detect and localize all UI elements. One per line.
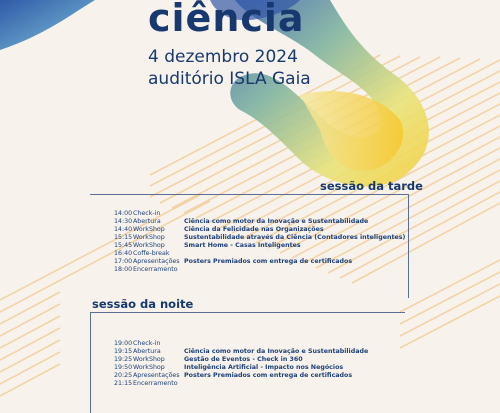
row-type: Abertura <box>133 218 161 225</box>
row-type: WorkShop <box>133 242 165 249</box>
row-desc: Ciência como motor da Inovação e Sustentabilidade <box>184 348 369 355</box>
row-type: Coffe-break <box>133 250 170 257</box>
row-desc: Posters Premiados com entrega de certificados <box>184 258 353 265</box>
row-type: Encerramento <box>133 380 178 387</box>
afternoon-session-title: sessão da tarde <box>320 179 423 193</box>
row-type: WorkShop <box>133 356 165 363</box>
row-time: 19:15 <box>114 348 133 355</box>
event-date: 4 dezembro 2024 <box>148 47 298 67</box>
row-time: 15:45 <box>114 242 133 249</box>
row-desc: Gestão de Eventos - Check in 360 <box>184 356 303 363</box>
row-type: Check-in <box>133 340 161 347</box>
event-venue: auditório ISLA Gaia <box>148 69 311 89</box>
row-time: 19:25 <box>114 356 133 363</box>
row-type: WorkShop <box>133 364 165 371</box>
row-time: 19:00 <box>114 340 133 347</box>
row-desc: Inteligência Artificial - Impacto nos Negócios <box>184 364 344 371</box>
row-type: WorkShop <box>133 226 165 233</box>
row-time: 14:40 <box>114 226 133 233</box>
row-type: Apresentações <box>133 258 180 265</box>
row-time: 20:25 <box>114 372 133 379</box>
row-desc: Ciência como motor da Inovação e Sustentabilidade <box>184 218 369 225</box>
left-blue-shape <box>0 0 95 50</box>
row-time: 14:30 <box>114 218 133 225</box>
row-time: 17:00 <box>114 258 133 265</box>
row-time: 14:00 <box>114 210 133 217</box>
row-type: Encerramento <box>133 266 178 273</box>
row-desc: Posters Premiados com entrega de certificados <box>184 372 353 379</box>
row-type: Abertura <box>133 348 161 355</box>
row-type: Check-in <box>133 210 161 217</box>
row-desc: Sustentabilidade através da Ciência (Contadores inteligentes) <box>184 234 406 241</box>
row-time: 18:00 <box>114 266 133 273</box>
night-session-title: sessão da noite <box>92 297 194 311</box>
row-type: Apresentações <box>133 372 180 379</box>
event-title: ciência <box>148 0 305 40</box>
row-time: 19:50 <box>114 364 133 371</box>
row-time: 16:40 <box>114 250 133 257</box>
row-desc: Smart Home - Casas Inteligentes <box>184 242 301 249</box>
row-desc: Ciência da Felicidade nas Organizações <box>184 226 324 233</box>
row-time: 21:15 <box>114 380 133 387</box>
row-time: 15:15 <box>114 234 133 241</box>
row-type: WorkShop <box>133 234 165 241</box>
